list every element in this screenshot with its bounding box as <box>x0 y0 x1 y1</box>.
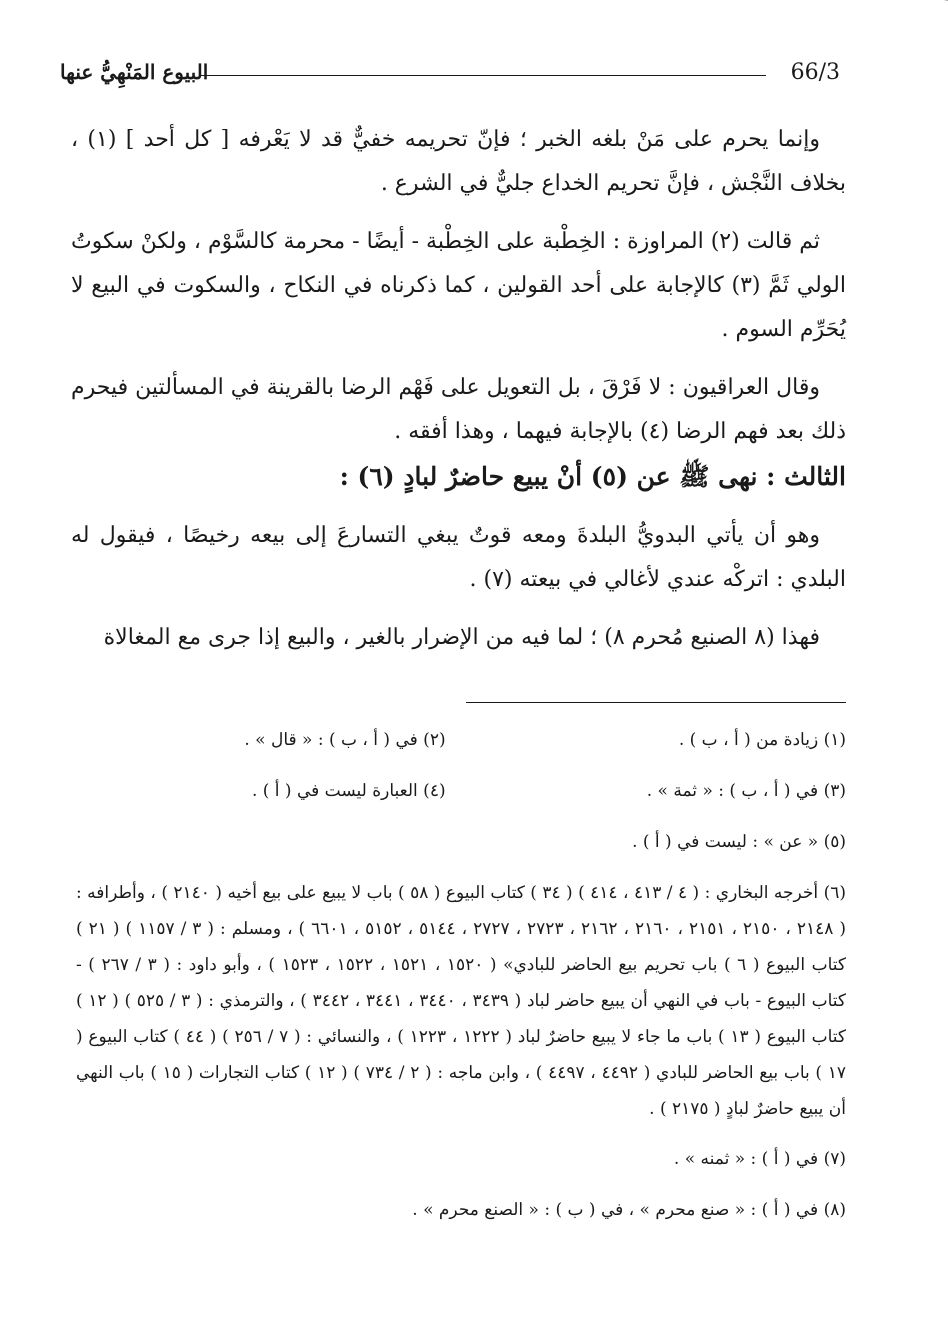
paragraph-2: ثم قالت (٢) المراوزة : الخِطْبة على الخِطْبة - أيضًا - محرمة كالسَّوْم ، ولكنْ سكوتُ الولي ثَمَّ (٣) كالإجابة على أحد القولين ، كما ذكرناه في النكاح ، والسكوت في البيع لا يُحَرِّم السوم . <box>71 229 846 342</box>
page-corner-mark <box>863 0 948 30</box>
footnote-1: (١) زيادة من ( أ ، ب ) . <box>678 730 846 750</box>
footnotes <box>76 722 846 1243</box>
page-header <box>60 58 840 92</box>
paragraph-3: وقال العراقيون : لا فَرْقَ ، بل التعويل على فَهْم الرضا بالقرينة في المسألتين فيحرم ذلك بعد فهم الرضا (٤) بالإجابة فيهما ، وهذا أفقه . <box>71 375 846 444</box>
footnote-3: (٣) في ( أ ، ب ) : « ثمة » . <box>646 781 846 801</box>
running-title: البيوع المَنْهِيُّ عنها <box>60 60 209 84</box>
paragraph-1: وإنما يحرم على مَنْ بلغه الخبر ؛ فإنّ تحريمه خفيٌّ قد لا يَعْرفه [ كل أحد ] (١) ، بخلاف النَّجْش ، فإنَّ تحريم الخداع جليٌّ في الشرع . <box>71 127 846 196</box>
header-rule <box>200 75 766 76</box>
footnote-4: (٤) العبارة ليست في ( أ ) . <box>251 781 446 801</box>
footnote-separator <box>466 702 846 703</box>
footnote-row <box>76 773 846 810</box>
main-text <box>71 118 846 660</box>
footnote-6: (٦) أخرجه البخاري : ( ٤ / ٤١٣ ، ٤١٤ ) ( ٣٤ ) كتاب البيوع ( ٥٨ ) باب لا يبيع على بيع أخيه ( ٢١٤٠ ) ، وأطرافه : ( ٢١٤٨ ، ٢١٥٠ ، ٢١٥١ ، ٢١٦٠ ، ٢١٦٢ ، ٢٧٢٣ ، ٢٧٢٧ ، ٥١٤٤ ، ٥١٥٢ ، ٦٦٠١ ) ، ومسلم : ( ٣ / ١١٥٧ ) ( ٢١ ) كتاب البيوع ( ٦ ) باب تحريم بيع الحاضر للبادي» ( ١٥٢٠ ، ١٥٢١ ، ١٥٢٢ ، ١٥٢٣ ) ، وأبو داود : ( ٣ / ٢٦٧ ) - كتاب البيوع - باب في النهي أن يبيع حاضر لباد ( ٣٤٣٩ ، ٣٤٤٠ ، ٣٤٤١ ، ٣٤٤٢ ) ، والترمذي : ( ٣ / ٥٢٥ ) ( ١٢ ) كتاب البيوع ( ١٣ ) باب ما جاء لا يبيع حاضرٌ لباد ( ١٢٢٢ ، ١٢٢٣ ) ، والنسائي : ( ٧ / ٢٥٦ ) ( ٤٤ ) كتاب البيوع ( ١٧ ) باب بيع الحاضر للبادي ( ٤٤٩٢ ، ٤٤٩٧ ) ، وابن ماجه : ( ٢ / ٧٣٤ ) ( ١٢ ) كتاب التجارات ( ١٥ ) باب النهي أن يبيع حاضرٌ لبادٍ ( ٢١٧٥ ) . <box>76 883 847 1119</box>
footnote-8: (٨) في ( أ ) : « صنع محرم » ، في ( ب ) : « الصنع محرم » . <box>412 1200 846 1220</box>
footnote-7: (٧) في ( أ ) : « ثمنه » . <box>673 1149 846 1169</box>
footnote-row <box>76 722 846 759</box>
page-number: 66/3 <box>790 60 840 85</box>
paragraph-5: فهذا (٨ الصنيع مُحرم ٨) ؛ لما فيه من الإضرار بالغير ، والبيع إذا جرى مع المغالاة <box>103 625 820 650</box>
section-heading: الثالث : نهى ﷺ عن (٥) أنْ يبيع حاضرٌ لبادٍ (٦) : <box>339 462 846 491</box>
footnote-5: (٥) « عن » : ليست في ( أ ) . <box>632 832 846 852</box>
paragraph-4: وهو أن يأتي البدويُّ البلدةَ ومعه قوتٌ يبغي التسارعَ إلى بيعه رخيصًا ، فيقول له البلدي : اتركْه عندي لأغالي في بيعته (٧) . <box>71 523 846 592</box>
footnote-2: (٢) في ( أ ، ب ) : « قال » . <box>244 730 446 750</box>
